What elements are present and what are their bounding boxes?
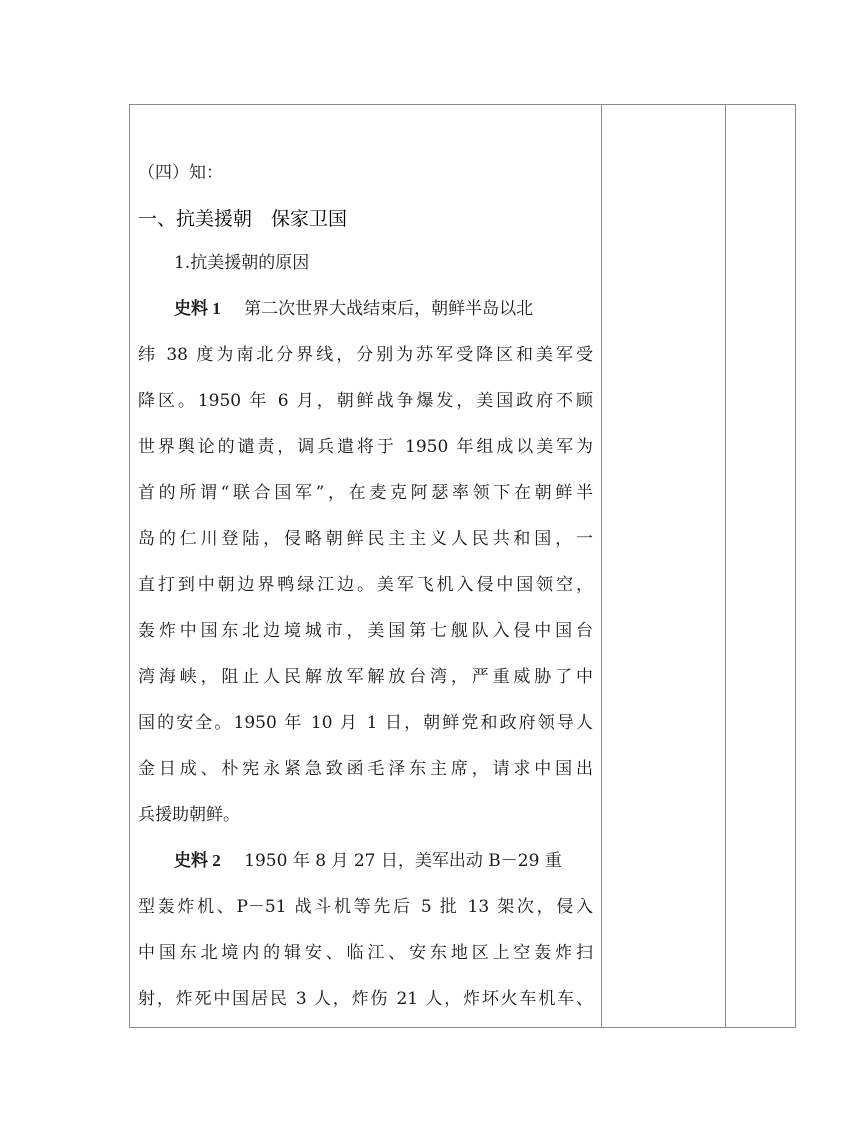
section-marker: （四）知：	[138, 163, 223, 183]
lesson-content	[138, 157, 593, 1029]
source1-text: 第二次世界大战结束后，朝鲜半岛以北	[244, 299, 534, 319]
column-divider	[601, 105, 602, 1027]
source2-line: 中国东北境内的辑安、临江、安东地区上空轰炸扫	[138, 943, 593, 963]
source1-first-line	[138, 293, 593, 339]
source1-line: 降区。1950 年 6 月，朝鲜战争爆发，美国政府不顾	[138, 391, 593, 411]
column-divider	[725, 105, 726, 1027]
subheading: 1.抗美援朝的原因	[174, 253, 310, 273]
source1-line: 岛的仁川登陆，侵略朝鲜民主主义人民共和国，一	[138, 529, 593, 549]
source1-line: 纬 38 度为南北分界线，分别为苏军受降区和美军受	[138, 345, 593, 365]
source2-label: 史料 2	[174, 851, 221, 870]
source2-text: 1950 年 8 月 27 日，美军出动 B－29 重	[244, 851, 562, 871]
source2-first-line	[138, 845, 593, 891]
source1-line: 国的安全。1950 年 10 月 1 日，朝鲜党和政府领导人	[138, 713, 593, 733]
source1-line: 世界舆论的谴责，调兵遣将于 1950 年组成以美军为	[138, 437, 593, 457]
source1-line: 兵援助朝鲜。	[138, 805, 240, 825]
source1-label: 史料 1	[174, 299, 221, 318]
section-heading: 一、抗美援朝 保家卫国	[138, 208, 348, 230]
source2-line: 型轰炸机、P－51 战斗机等先后 5 批 13 架次，侵入	[138, 897, 593, 917]
source1-line: 直打到中朝边界鸭绿江边。美军飞机入侵中国领空，	[138, 575, 593, 595]
source1-line: 轰炸中国东北边境城市，美国第七舰队入侵中国台	[138, 621, 593, 641]
lesson-table	[129, 104, 796, 1028]
source1-line: 首的所谓“联合国军”，在麦克阿瑟率领下在朝鲜半	[138, 483, 593, 503]
source1-line: 金日成、朴宪永紧急致函毛泽东主席，请求中国出	[138, 759, 593, 779]
source1-line: 湾海峡，阻止人民解放军解放台湾，严重威胁了中	[138, 667, 593, 687]
source2-line: 射，炸死中国居民 3 人，炸伤 21 人，炸坏火车机车、	[138, 989, 593, 1009]
